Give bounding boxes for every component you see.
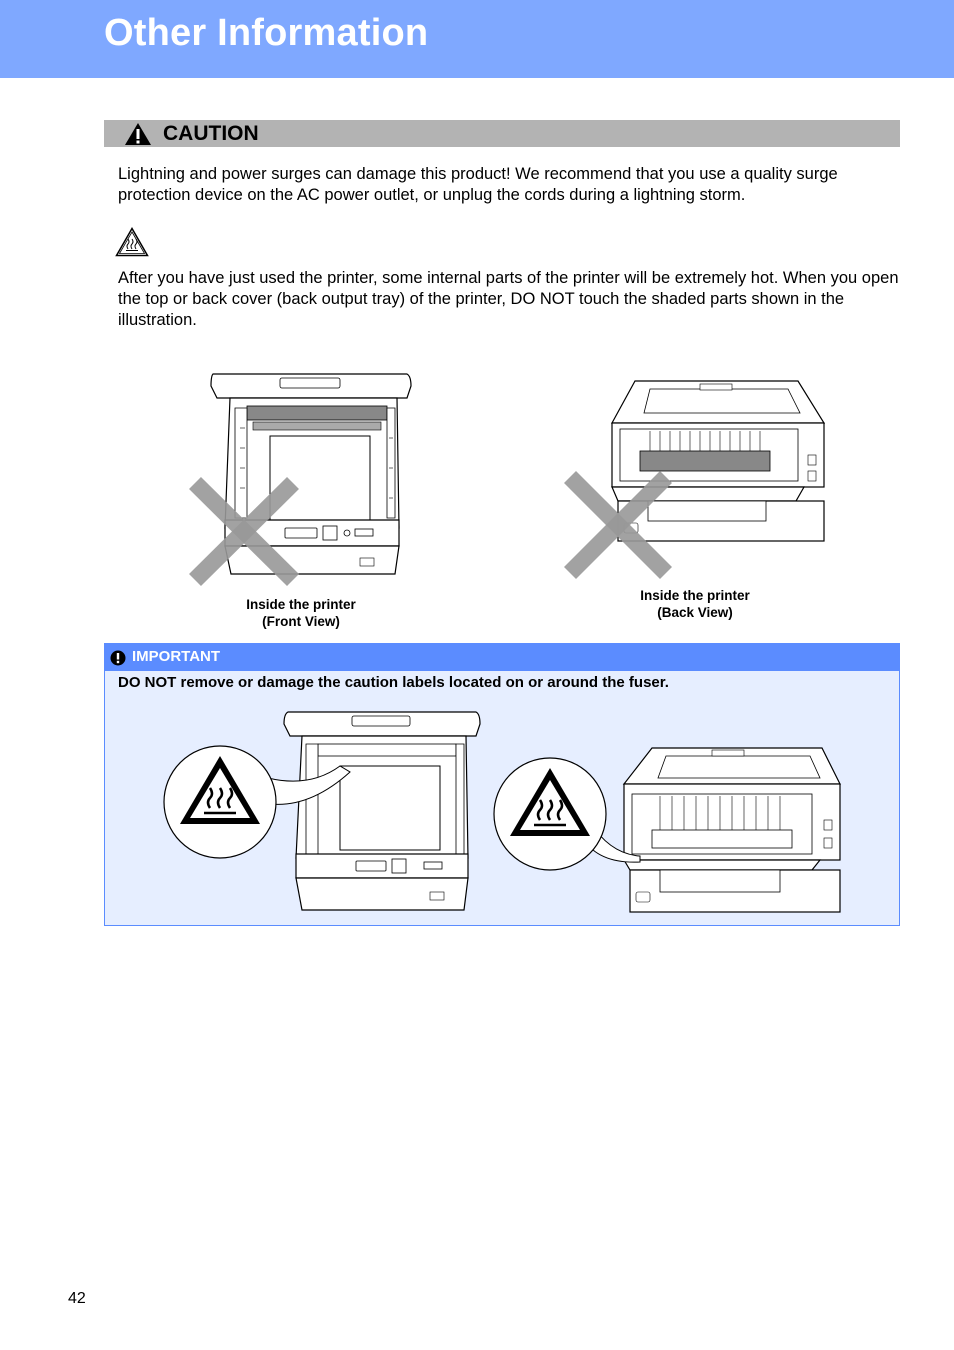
- important-box: [104, 643, 900, 926]
- page-number: 42: [68, 1290, 86, 1307]
- important-text: DO NOT remove or damage the caution labels located on or around the fuser.: [118, 674, 669, 691]
- back-view-illustration: [560, 375, 830, 580]
- exclamation-circle-icon: [110, 650, 126, 666]
- front-view-illustration: [185, 368, 420, 590]
- important-title: IMPORTANT: [132, 648, 221, 665]
- hot-parts-warning-text: After you have just used the printer, some internal parts of the printer will be extremely hot. When you open the top or back cover (back output tray) of the printer, DO NOT touch the shaded parts shown in the illustration.: [118, 269, 899, 329]
- page-title: Other Information: [104, 12, 429, 54]
- hot-surface-icon: [115, 227, 149, 257]
- back-view-caption: Inside the printer (Back View): [640, 588, 750, 620]
- caution-title: CAUTION: [163, 122, 259, 145]
- back-printer-label-illustration: [490, 744, 850, 919]
- caution-bar: [104, 120, 900, 147]
- front-printer-label-illustration: [160, 708, 490, 918]
- warning-triangle-icon: [124, 122, 152, 146]
- important-bar: [105, 644, 899, 671]
- front-view-caption: Inside the printer (Front View): [246, 597, 356, 629]
- page-header: [0, 0, 954, 78]
- surge-warning-text: Lightning and power surges can damage this product! We recommend that you use a quality surge protection device on the AC power outlet, or unplug the cords during a lightning storm.: [118, 165, 838, 204]
